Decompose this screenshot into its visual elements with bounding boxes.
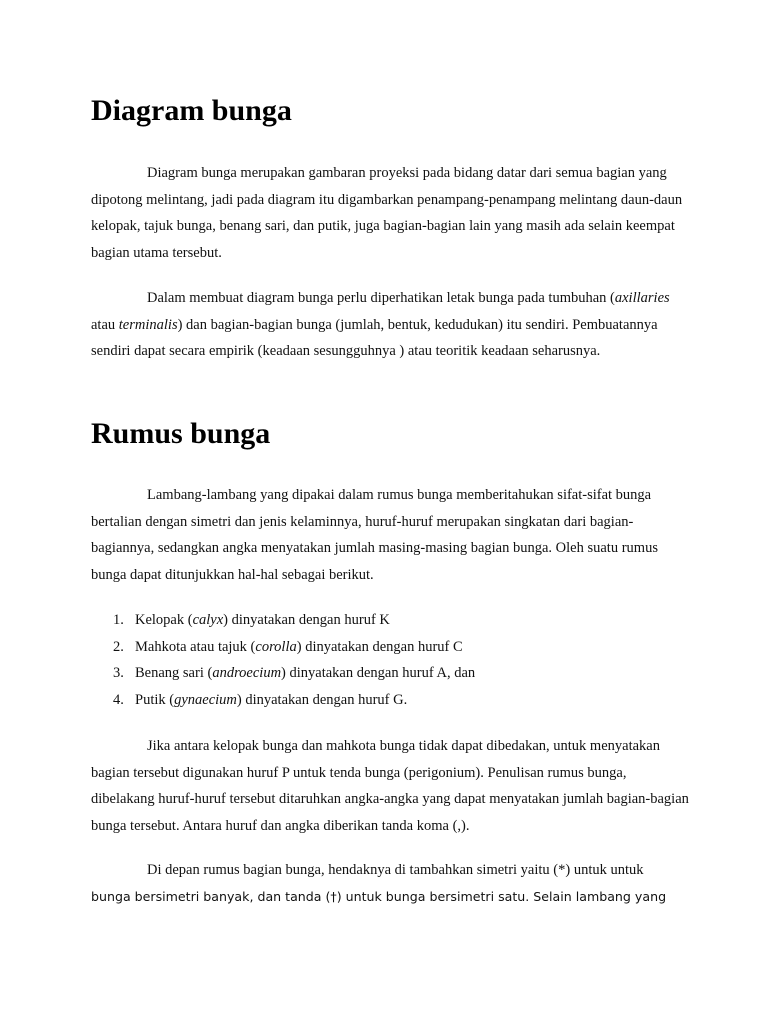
list-term: calyx xyxy=(192,612,224,628)
paragraph-rumus-intro xyxy=(91,482,691,588)
list-term: gynaecium xyxy=(174,691,237,708)
paragraph-perigonium xyxy=(91,733,691,839)
list-text-pre: Putik ( xyxy=(135,691,175,708)
flower-parts-list xyxy=(91,607,475,713)
heading-diagram-bunga: Diagram bunga xyxy=(91,94,292,127)
paragraph-diagram-definition xyxy=(91,160,691,266)
list-text-post: ) dinyatakan dengan huruf K xyxy=(223,612,390,628)
paragraph-text-a: Dalam membuat diagram bunga perlu diperhatikan letak bunga pada tumbuhan ( xyxy=(147,290,615,306)
list-item xyxy=(91,687,475,714)
list-text-post: ) dinyatakan dengan huruf A, dan xyxy=(281,665,476,682)
term-terminalis: terminalis xyxy=(118,316,178,333)
list-text-post: ) dinyatakan dengan huruf C xyxy=(296,638,463,655)
list-item xyxy=(91,660,475,687)
list-text-post: ) dinyatakan dengan huruf G. xyxy=(236,691,408,708)
list-number: 3. xyxy=(113,665,124,682)
list-term: androecium xyxy=(212,665,282,682)
list-item xyxy=(91,634,475,661)
paragraph-text-b: atau xyxy=(91,316,119,333)
paragraph-text: Lambang-lambang yang dipakai dalam rumus bunga memberitahukan sifat-sifat bunga bertalian dengan simetri dan jenis kelaminnya, huruf-huruf merupakan singkatan dari bagian-bagiannya, sedangkan angka menyatakan jumlah masing-masing bagian bunga. Oleh suatu rumus bunga dapat ditunjukkan hal-hal sebagai berikut. xyxy=(91,487,658,583)
list-item xyxy=(91,607,475,634)
list-text-pre: Benang sari ( xyxy=(135,665,213,682)
paragraph-symmetry xyxy=(91,857,691,910)
list-text-pre: Kelopak ( xyxy=(135,612,193,628)
term-axillaries: axillaries xyxy=(614,290,670,306)
list-number: 2. xyxy=(113,638,124,655)
list-text-pre: Mahkota atau tajuk ( xyxy=(135,638,256,655)
list-number: 1. xyxy=(113,612,124,628)
paragraph-diagram-notes xyxy=(91,285,691,365)
paragraph-line-2: bunga bersimetri banyak, dan tanda (†) untuk bunga bersimetri satu. Selain lambang yang xyxy=(91,888,667,904)
paragraph-text-c: ) dan bagian-bagian bunga (jumlah, bentuk, kedudukan) itu sendiri. Pembuatannya sendiri dapat secara empirik (keadaan sesungguhnya ) atau teoritik keadaan seharusnya. xyxy=(91,316,658,360)
paragraph-text: Jika antara kelopak bunga dan mahkota bunga tidak dapat dibedakan, untuk menyatakan bagian tersebut digunakan huruf P untuk tenda bunga (perigonium). Penulisan rumus bunga, dibelakang huruf-huruf tersebut ditaruhkan angka-angka yang dapat menyatakan jumlah bagian-bagian bunga tersebut. Antara huruf dan angka diberikan tanda koma (,). xyxy=(91,738,689,834)
paragraph-text: Diagram bunga merupakan gambaran proyeksi pada bidang datar dari semua bagian yang dipotong melintang, jadi pada diagram itu digambarkan penampang-penampang melintang daun-daun kelopak, tajuk bunga, benang sari, dan putik, juga bagian-bagian lain yang masih ada selain keempat bagian utama tersebut. xyxy=(91,165,683,261)
list-term: corolla xyxy=(255,638,297,655)
heading-rumus-bunga: Rumus bunga xyxy=(91,417,271,450)
list-number: 4. xyxy=(113,691,124,708)
paragraph-line-1: Di depan rumus bagian bunga, hendaknya di tambahkan simetri yaitu (*) untuk untuk xyxy=(147,862,644,878)
